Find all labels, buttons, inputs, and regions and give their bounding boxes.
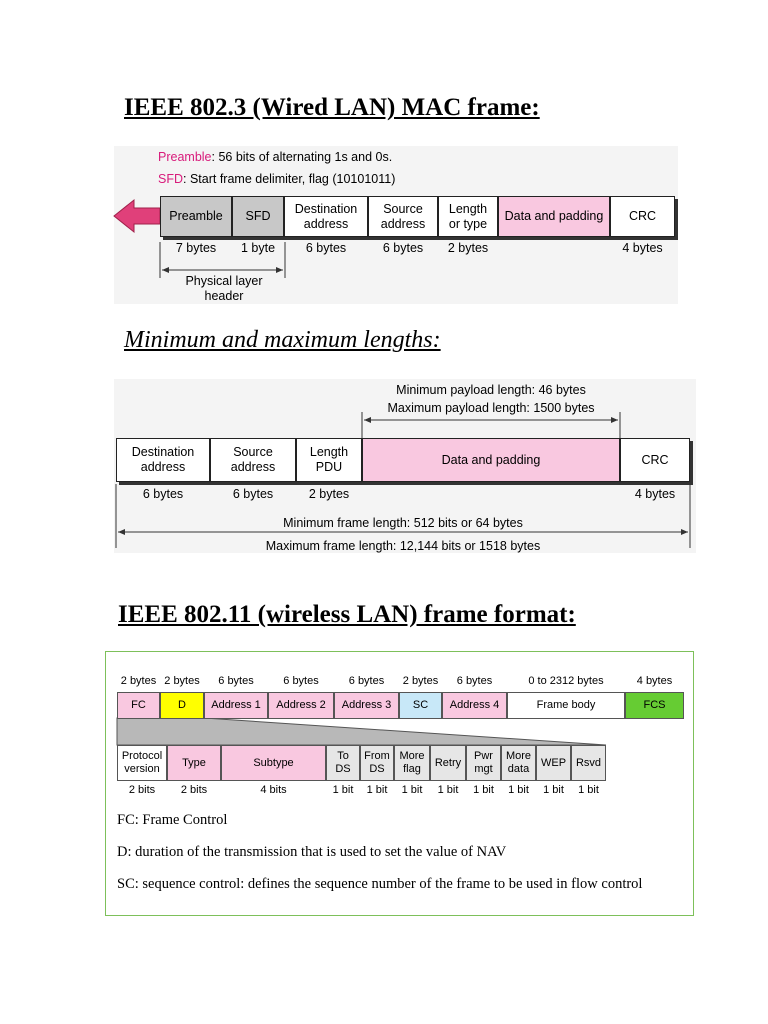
- fc-subfield-size-4: 1 bit: [366, 784, 388, 796]
- fc-subfield-size-10: 1 bit: [578, 784, 599, 796]
- wlan-field-0-label: FC: [131, 699, 146, 711]
- mac-field-3-label: Source address: [380, 201, 426, 231]
- fc-subfield-7: [466, 745, 501, 781]
- sfd-desc: : Start frame delimiter, flag (10101011): [183, 172, 396, 186]
- mac-field-size-6: 4 bytes: [622, 241, 663, 255]
- mac-field-size-1: 1 byte: [240, 241, 276, 255]
- fc-subfield-0-label: Protocol version: [121, 750, 163, 775]
- mac-field-4-label: Length or type: [448, 201, 488, 231]
- mac-field-6-label: CRC: [628, 209, 657, 223]
- fc-subfield-2-label: Subtype: [253, 756, 294, 769]
- wlan-field-size-4: 6 bytes: [348, 675, 385, 687]
- wlan-field-4-label: Address 3: [341, 699, 392, 711]
- wlan-field-3: [268, 692, 334, 719]
- definition-fc: FC: Frame Control: [117, 812, 228, 828]
- fc-subfield-7-label: Pwr mgt: [474, 750, 493, 775]
- fc-subfield-6-label: Retry: [434, 756, 462, 769]
- mac-field-2-label: Destination address: [294, 201, 358, 231]
- wlan-field-3-label: Address 2: [276, 699, 326, 711]
- wlan-field-2-label: Address 1: [211, 699, 261, 711]
- frame-max-label: Maximum frame length: 12,144 bits or 1518 bytes: [265, 539, 541, 553]
- wlan-field-7: [507, 692, 625, 719]
- mac-field-5-label: Data and padding: [504, 209, 604, 223]
- fc-subfield-4: [360, 745, 394, 781]
- frame-min-label: Minimum frame length: 512 bits or 64 bytes: [283, 516, 523, 530]
- fc-subfield-size-3: 1 bit: [332, 784, 354, 796]
- fc-subfield-8: [501, 745, 536, 781]
- fc-subfield-8-label: More data: [505, 750, 532, 775]
- wlan-field-8: [625, 692, 684, 719]
- wlan-field-size-6: 6 bytes: [456, 675, 493, 687]
- mac-field-size-4: 2 bytes: [447, 241, 489, 255]
- wlan-field-6-label: Address 4: [449, 699, 500, 711]
- wlan-field-1-label: D: [178, 699, 186, 711]
- fc-subfield-4-label: From DS: [364, 750, 390, 775]
- section1-heading: IEEE 802.3 (Wired LAN) MAC frame:: [124, 94, 540, 121]
- fc-subfield-3: [326, 745, 360, 781]
- wlan-field-1: [160, 692, 204, 719]
- len-field-size-2: 2 bytes: [308, 487, 350, 501]
- fc-subfield-size-1: 2 bits: [180, 784, 208, 796]
- mac-field-1-label: SFD: [245, 209, 271, 223]
- wlan-field-6: [442, 692, 507, 719]
- fc-subfield-size-9: 1 bit: [543, 784, 564, 796]
- mac-field-0-label: Preamble: [169, 209, 223, 223]
- wlan-field-4: [334, 692, 399, 719]
- wlan-field-8-label: FCS: [643, 699, 666, 711]
- fc-subfield-10-label: Rsvd: [575, 756, 602, 769]
- fc-subfield-2: [221, 745, 326, 781]
- fc-subfield-6: [430, 745, 466, 781]
- sfd-term: SFD: [158, 172, 183, 186]
- fc-subfield-1: [167, 745, 221, 781]
- mac-field-size-2: 6 bytes: [305, 241, 347, 255]
- fc-subfield-size-5: 1 bit: [401, 784, 423, 796]
- preamble-term: Preamble: [158, 150, 212, 164]
- physical-layer-header-label: Physical layer header: [185, 274, 263, 303]
- fc-subfield-size-2: 4 bits: [260, 784, 287, 796]
- fc-subfield-3-label: To DS: [335, 750, 351, 775]
- fc-subfield-size-6: 1 bit: [437, 784, 459, 796]
- definition-sc: SC: sequence control: defines the sequence number of the frame to be used in flow control: [117, 876, 643, 892]
- len-field-size-1: 6 bytes: [232, 487, 274, 501]
- wlan-field-5: [399, 692, 442, 719]
- wlan-field-size-7: 0 to 2312 bytes: [528, 675, 604, 687]
- fc-subfield-9-label: WEP: [540, 756, 567, 769]
- len-field-2-label: Length PDU: [309, 445, 349, 474]
- len-field-size-4: 4 bytes: [634, 487, 676, 501]
- len-field-3-label: Data and padding: [441, 452, 541, 467]
- fc-subfield-10: [571, 745, 606, 781]
- mac-field-size-0: 7 bytes: [175, 241, 217, 255]
- preamble-desc: : 56 bits of alternating 1s and 0s.: [211, 150, 393, 164]
- wlan-field-5-label: SC: [412, 699, 429, 711]
- definition-d: D: duration of the transmission that is used to set the value of NAV: [117, 844, 507, 860]
- len-field-4-label: CRC: [641, 452, 669, 467]
- wlan-field-0: [117, 692, 160, 719]
- section3-heading: IEEE 802.11 (wireless LAN) frame format:: [118, 601, 576, 628]
- fc-subfield-5: [394, 745, 430, 781]
- fc-subfield-9: [536, 745, 571, 781]
- wlan-field-size-2: 6 bytes: [218, 675, 254, 687]
- len-field-1-label: Source address: [230, 445, 276, 474]
- fc-subfield-size-7: 1 bit: [473, 784, 494, 796]
- wlan-field-2: [204, 692, 268, 719]
- wlan-field-size-8: 4 bytes: [636, 675, 673, 687]
- len-field-0-label: Destination address: [131, 445, 195, 474]
- fc-subfield-5-label: More flag: [399, 750, 425, 775]
- section2-heading: Minimum and maximum lengths:: [124, 327, 441, 353]
- fc-subfield-size-0: 2 bits: [128, 784, 156, 796]
- fc-subfield-size-8: 1 bit: [508, 784, 529, 796]
- mac-field-size-3: 6 bytes: [382, 241, 424, 255]
- payload-max-label: Maximum payload length: 1500 bytes: [387, 401, 595, 415]
- len-field-size-0: 6 bytes: [142, 487, 184, 501]
- wlan-field-size-0: 2 bytes: [120, 675, 157, 687]
- payload-min-label: Minimum payload length: 46 bytes: [396, 383, 586, 397]
- wlan-field-size-5: 2 bytes: [402, 675, 439, 687]
- fc-subfield-1-label: Type: [182, 756, 206, 769]
- wlan-field-7-label: Frame body: [536, 699, 596, 711]
- wlan-field-size-1: 2 bytes: [164, 675, 200, 687]
- fc-subfield-0: [117, 745, 167, 781]
- wlan-field-size-3: 6 bytes: [283, 675, 319, 687]
